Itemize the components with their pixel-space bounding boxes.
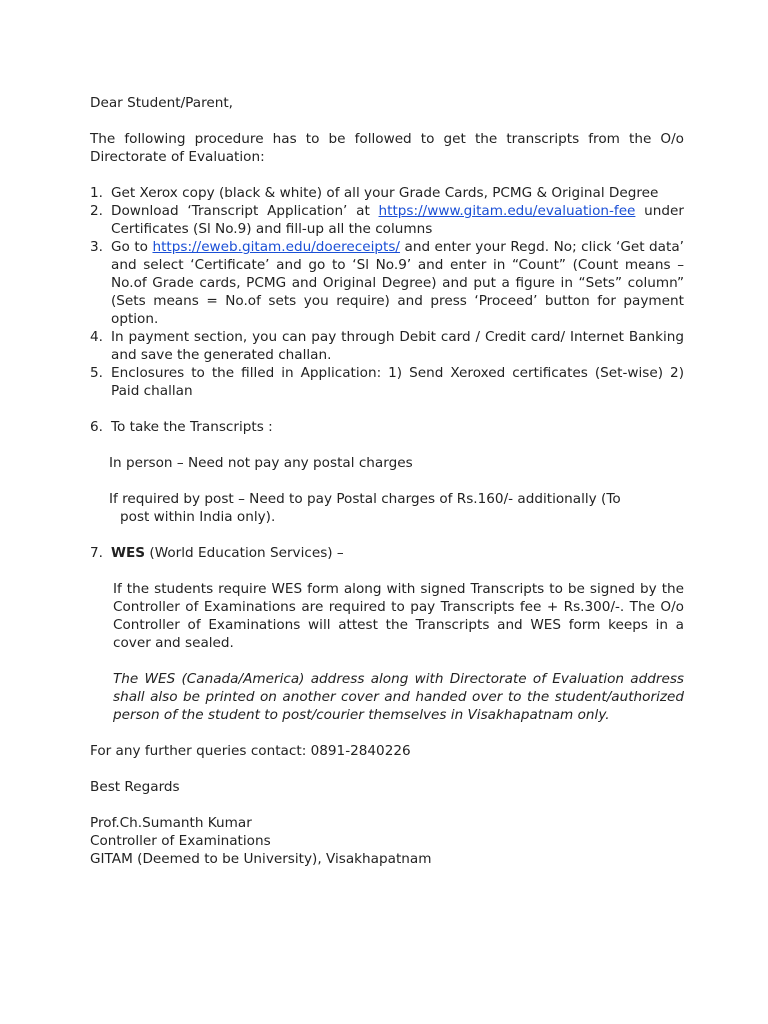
- step-number: 5.: [90, 365, 103, 381]
- signature-block: [90, 814, 684, 868]
- wes-label: WES: [111, 545, 146, 561]
- wes-description: (World Education Services) –: [145, 545, 344, 561]
- by-post-option: If required by post – Need to pay Postal charges of Rs.160/- additionally (To post within India only).: [109, 491, 621, 525]
- evaluation-fee-link[interactable]: https://www.gitam.edu/evaluation-fee: [378, 203, 636, 219]
- procedure-steps: [90, 184, 684, 400]
- signatory-name: Prof.Ch.Sumanth Kumar: [90, 815, 252, 831]
- wes-address-note: The WES (Canada/America) address along with Directorate of Evaluation address shall also be printed on another cover and handed over to the student/authorized person of the student to post/courier themselves in Visakhapatnam only.: [113, 671, 684, 723]
- wes-paragraph: If the students require WES form along with signed Transcripts to be signed by the Controller of Examinations are required to pay Transcripts fee + Rs.300/-. The O/o Controller of Examinations will attest the Transcripts and WES form keeps in a cover and sealed.: [113, 581, 684, 651]
- step-text: Enclosures to the filled in Application: 1) Send Xeroxed certificates (Set-wise) 2) Paid challan: [111, 365, 684, 399]
- step-text-after: and enter your Regd. No; click ‘Get data’ and select ‘Certificate’ and go to ‘Sl No.9’ and enter in “Count” (Count means – No.of Grade cards, PCMG and Original Degree) and put a figure in “Sets” column” (Sets means = No.of sets you require) and press ‘Proceed’ button for payment option.: [111, 239, 684, 327]
- step-number: 6.: [90, 419, 103, 435]
- step-text: Get Xerox copy (black & white) of all your Grade Cards, PCMG & Original Degree: [111, 185, 659, 201]
- signatory-organization: GITAM (Deemed to be University), Visakhapatnam: [90, 851, 432, 867]
- step-text-before: Go to: [111, 239, 153, 255]
- step-7: [90, 544, 684, 562]
- contact-line: For any further queries contact: 0891-2840226: [90, 743, 411, 759]
- step-text-after: under Certificates (Sl No.9) and fill-up all the columns: [111, 203, 684, 237]
- letter-body: [90, 94, 684, 868]
- step-text-before: Download ‘Transcript Application’ at: [111, 203, 379, 219]
- step-3: [90, 238, 684, 328]
- step-number: 4.: [90, 329, 103, 345]
- step-6: [90, 418, 684, 436]
- step-number: 1.: [90, 185, 103, 201]
- greeting: Dear Student/Parent,: [90, 95, 233, 111]
- step-1: [90, 184, 684, 202]
- step-5: [90, 364, 684, 400]
- signatory-title: Controller of Examinations: [90, 833, 271, 849]
- closing: Best Regards: [90, 779, 180, 795]
- step-4: [90, 328, 684, 364]
- step-6-title: To take the Transcripts :: [111, 419, 273, 435]
- doereceipts-link[interactable]: https://eweb.gitam.edu/doereceipts/: [152, 239, 401, 255]
- step-number: 7.: [90, 545, 103, 561]
- step-text: In payment section, you can pay through Debit card / Credit card/ Internet Banking and save the generated challan.: [111, 329, 684, 363]
- step-2: [90, 202, 684, 238]
- in-person-option: In person – Need not pay any postal charges: [109, 455, 413, 471]
- step-number: 3.: [90, 239, 103, 255]
- step-number: 2.: [90, 203, 103, 219]
- intro-paragraph: The following procedure has to be followed to get the transcripts from the O/o Directorate of Evaluation:: [90, 131, 684, 165]
